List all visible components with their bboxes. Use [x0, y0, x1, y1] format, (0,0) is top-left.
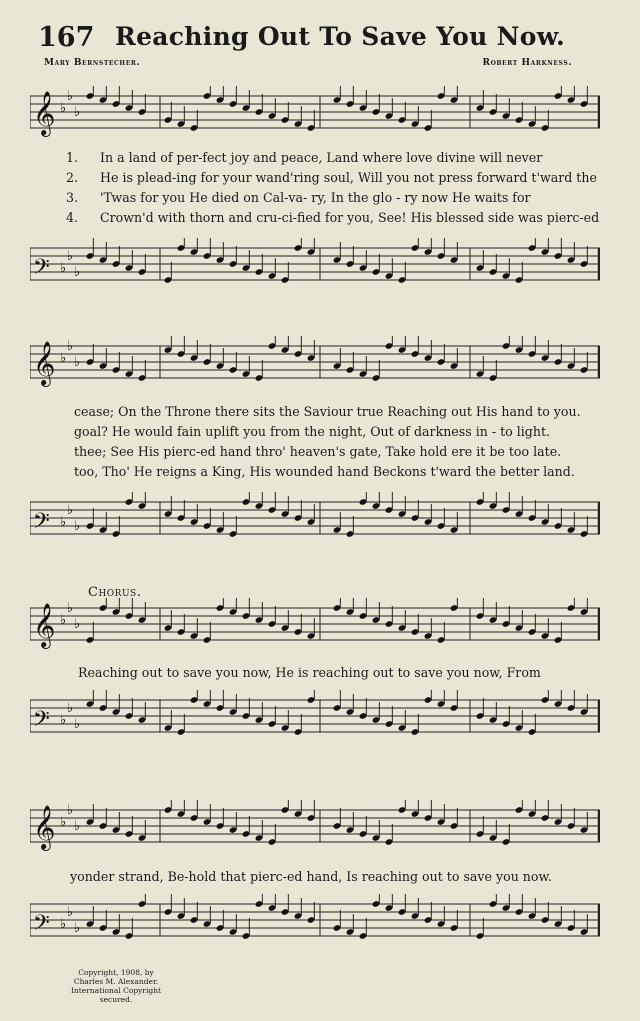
verse-4-line-2: too, Tho' He reigns a King, His wounded hand Beckons t'ward the better land.: [74, 464, 575, 479]
bass-clef-icon: 𝄢: [33, 255, 50, 285]
chorus-label: Chorus.: [88, 585, 142, 600]
chorus-line-2: yonder strand, Be-hold that pierc-ed hand, Is reaching out to save you now.: [70, 869, 552, 884]
flat-icon: ♭: [67, 601, 74, 616]
flat-icon: ♭: [67, 905, 74, 920]
flat-icon: ♭: [60, 351, 67, 366]
bass-staff-system-2: [30, 492, 600, 552]
treble-clef-icon: 𝄞: [33, 805, 56, 849]
bass-clef-icon: 𝄢: [33, 707, 50, 737]
flat-icon: ♭: [74, 105, 81, 120]
flat-icon: ♭: [74, 819, 81, 834]
treble-staff-system-3: [30, 598, 600, 658]
flat-icon: ♭: [67, 249, 74, 264]
verse-1-line-2: cease; On the Throne there sits the Saviour true Reaching out His hand to you.: [74, 404, 581, 419]
verse-number: 2.: [66, 170, 79, 185]
flat-icon: ♭: [67, 803, 74, 818]
chorus-line-1: Reaching out to save you now, He is reaching out to save you now, From: [78, 665, 541, 680]
lyricist-credit: Mary Bernstecher.: [44, 58, 141, 68]
hymn-number: 167: [38, 22, 95, 53]
flat-icon: ♭: [67, 89, 74, 104]
treble-staff-system-1: [30, 86, 600, 146]
bass-staff-system-4: [30, 894, 600, 954]
verse-number: 4.: [66, 210, 79, 225]
flat-icon: ♭: [60, 613, 67, 628]
flat-icon: ♭: [60, 713, 67, 728]
flat-icon: ♭: [67, 701, 74, 716]
verse-3-line-2: thee; See His pierc-ed hand thro' heaven's gate, Take hold ere it be too late.: [74, 444, 562, 459]
verse-4-line-1: 4. Crown'd with thorn and cru-ci-fied for you, See! His blessed side was pierc-ed: [66, 208, 599, 228]
verse-2-line-2: goal? He would fain uplift you from the night, Out of darkness in - to light.: [74, 424, 551, 439]
flat-icon: ♭: [60, 917, 67, 932]
flat-icon: ♭: [74, 265, 81, 280]
verse-1-line-1: 1. In a land of per-fect joy and peace, Land where love divine will never: [66, 148, 542, 168]
verse-2-line-1: 2. He is plead-ing for your wand'ring soul, Will you not press forward t'ward the: [66, 168, 597, 188]
treble-staff-system-2: [30, 336, 600, 396]
hymn-title: Reaching Out To Save You Now.: [115, 22, 566, 51]
flat-icon: ♭: [74, 921, 81, 936]
bass-staff-system-1: [30, 238, 600, 298]
bass-clef-icon: 𝄢: [33, 509, 50, 539]
flat-icon: ♭: [67, 503, 74, 518]
verse-number: 1.: [66, 150, 79, 165]
flat-icon: ♭: [67, 339, 74, 354]
flat-icon: ♭: [60, 815, 67, 830]
verse-3-line-1: 3. 'Twas for you He died on Cal-va- ry, In the glo - ry now He waits for: [66, 188, 531, 208]
treble-clef-icon: 𝄞: [33, 603, 56, 647]
flat-icon: ♭: [74, 717, 81, 732]
copyright-notice: Copyright, 1908, by Charles M. Alexander. International Copyright secured.: [70, 968, 162, 1004]
verse-number: 3.: [66, 190, 79, 205]
flat-icon: ♭: [60, 515, 67, 530]
composer-credit: Robert Harkness.: [482, 58, 572, 68]
flat-icon: ♭: [74, 617, 81, 632]
flat-icon: ♭: [74, 355, 81, 370]
flat-icon: ♭: [60, 101, 67, 116]
treble-clef-icon: 𝄞: [33, 341, 56, 385]
bass-clef-icon: 𝄢: [33, 911, 50, 941]
bass-staff-system-3: [30, 690, 600, 750]
treble-clef-icon: 𝄞: [33, 91, 56, 135]
flat-icon: ♭: [60, 261, 67, 276]
flat-icon: ♭: [74, 519, 81, 534]
treble-staff-system-4: [30, 800, 600, 860]
hymn-header: [0, 0, 640, 80]
